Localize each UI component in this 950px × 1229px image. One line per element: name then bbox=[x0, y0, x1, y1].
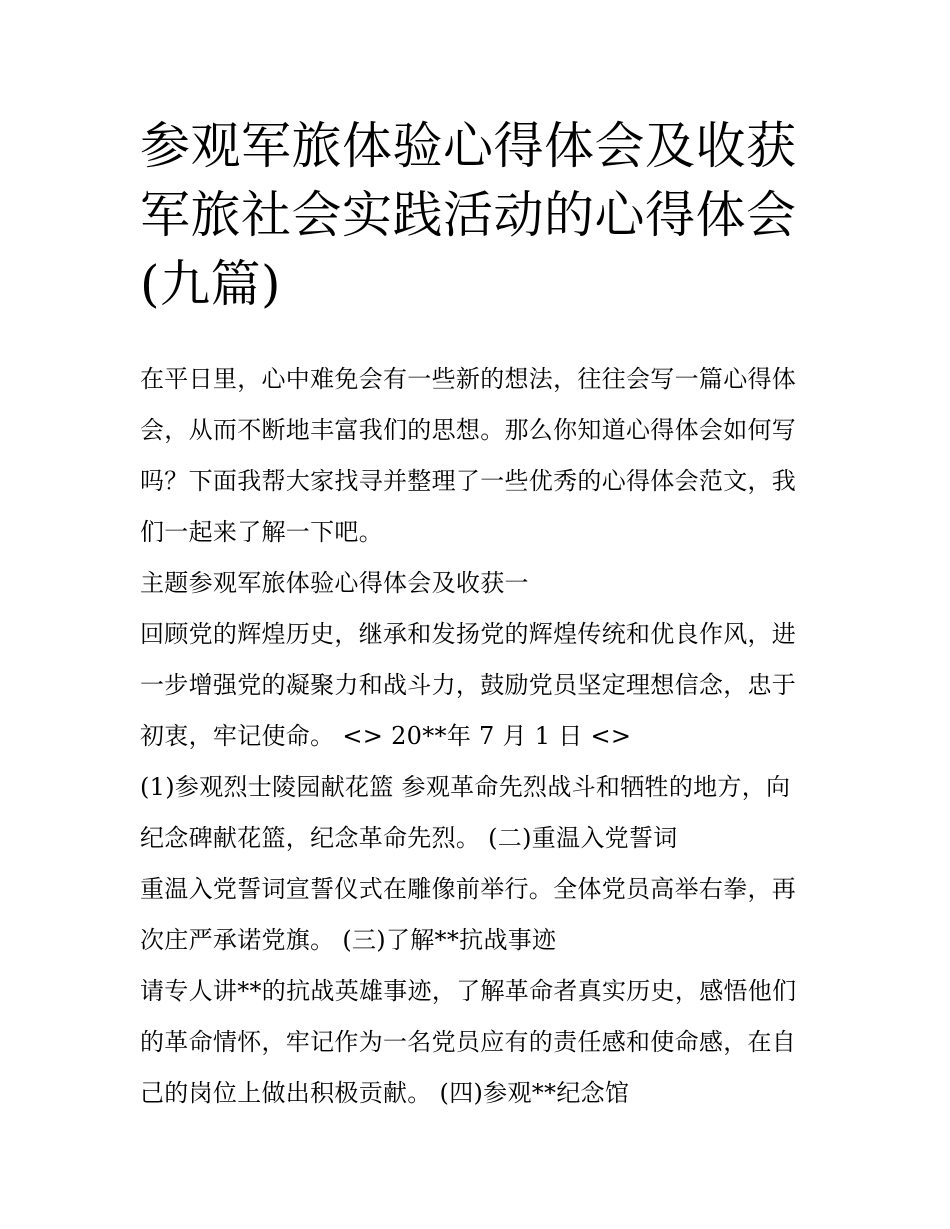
intro-line-2: 会，从而不断地丰富我们的思想。那么你知道心得体会如何写 bbox=[140, 416, 797, 444]
item-3-line-1: 请专人讲**的抗战英雄事迹，了解革命者真实历史，感悟他们 bbox=[140, 977, 797, 1005]
document-body bbox=[140, 354, 815, 1119]
item-3-line-3: 己的岗位上做出积极贡献。 (四)参观**纪念馆 bbox=[140, 1079, 630, 1107]
item-2-line-2: 次庄严承诺党旗。 (三)了解**抗战事迹 bbox=[140, 926, 557, 954]
title-line-1: 参观军旅体验心得体会及收获 bbox=[140, 117, 797, 175]
item-1-line-1: (1)参观烈士陵园献花篮 参观革命先烈战斗和牺牲的地方，向 bbox=[140, 773, 791, 801]
item-1-line-2: 纪念碑献花篮，纪念革命先烈。 (二)重温入党誓词 bbox=[140, 824, 678, 852]
item-3-line-2: 的革命情怀，牢记作为一名党员应有的责任感和使命感，在自 bbox=[140, 1028, 797, 1056]
intro-line-3: 吗？下面我帮大家找寻并整理了一些优秀的心得体会范文，我 bbox=[140, 467, 797, 495]
document-title bbox=[140, 112, 820, 319]
paragraph-line-3: 初衷，牢记使命。 <> 20**年 7 月 1 日 <> bbox=[140, 722, 632, 750]
item-2-line-1: 重温入党誓词宣誓仪式在雕像前举行。全体党员高举右拳，再 bbox=[140, 875, 797, 903]
paragraph-line-1: 回顾党的辉煌历史，继承和发扬党的辉煌传统和优良作风，进 bbox=[140, 620, 797, 648]
intro-line-4: 们一起来了解一下吧。 bbox=[140, 518, 383, 546]
paragraph-line-2: 一步增强党的凝聚力和战斗力，鼓励党员坚定理想信念，忠于 bbox=[140, 671, 797, 699]
intro-line-1: 在平日里，心中难免会有一些新的想法，往往会写一篇心得体 bbox=[140, 365, 797, 393]
title-line-3: (九篇) bbox=[140, 255, 282, 313]
section-heading: 主题参观军旅体验心得体会及收获一 bbox=[140, 569, 529, 597]
title-line-2: 军旅社会实践活动的心得体会 bbox=[140, 186, 797, 244]
